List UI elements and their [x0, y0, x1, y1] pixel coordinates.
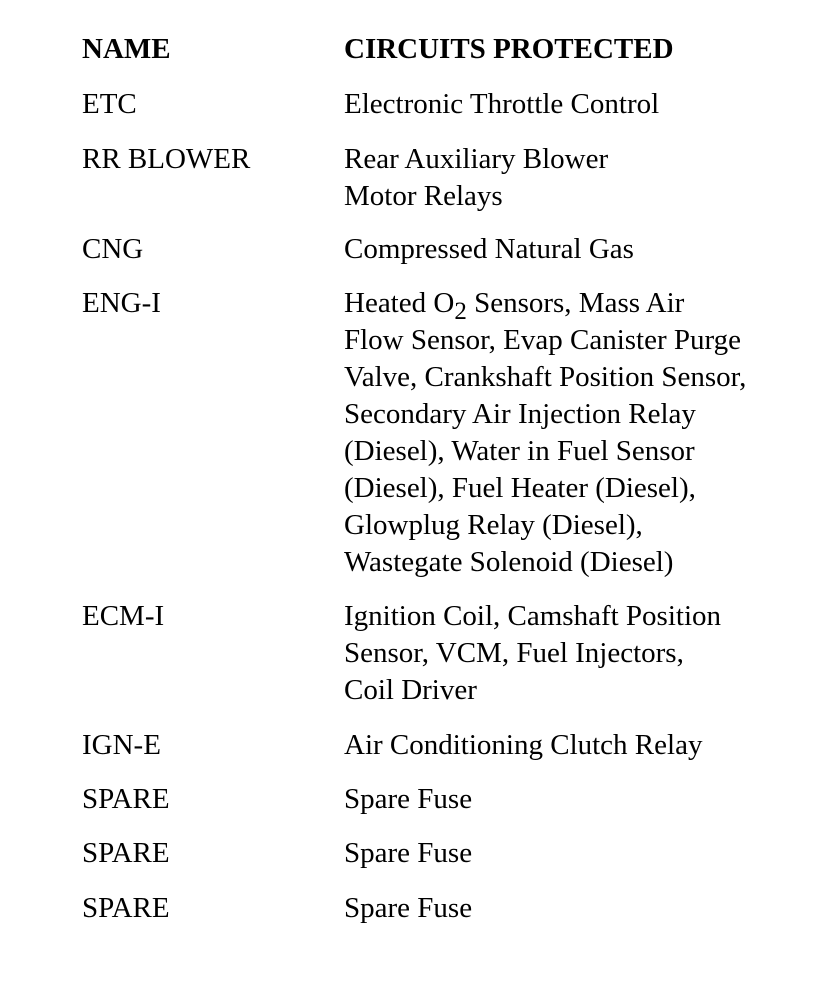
circuits-protected: [344, 231, 634, 268]
fuse-name: ETC: [82, 88, 137, 120]
description-line: Motor Relays: [344, 180, 503, 212]
description-line: Electronic Throttle Control: [344, 88, 660, 120]
description-line: Coil Driver: [344, 674, 477, 706]
fuse-name: SPARE: [82, 783, 170, 815]
header-circuits-protected: CIRCUITS PROTECTED: [344, 33, 674, 65]
circuits-protected: [344, 727, 702, 764]
fuse-name: SPARE: [82, 892, 170, 924]
fuse-name: SPARE: [82, 837, 170, 869]
description-text: Sensors, Mass Air: [466, 287, 685, 319]
description-line: [344, 285, 746, 325]
fuse-name: RR BLOWER: [82, 143, 251, 175]
fuse-name: ENG-I: [82, 287, 161, 319]
circuits-protected: [344, 835, 472, 872]
description-line: Compressed Natural Gas: [344, 233, 634, 265]
fuse-name: CNG: [82, 233, 144, 265]
description-line: Spare Fuse: [344, 892, 473, 924]
description-line: Glowplug Relay (Diesel),: [344, 509, 643, 541]
circuits-protected: [344, 890, 472, 927]
description-line: Spare Fuse: [344, 783, 473, 815]
circuits-protected: [344, 285, 746, 581]
description-line: Ignition Coil, Camshaft Position: [344, 600, 722, 632]
description-line: Sensor, VCM, Fuel Injectors,: [344, 637, 684, 669]
circuits-protected: [344, 598, 721, 709]
description-line: (Diesel), Water in Fuel Sensor: [344, 435, 695, 467]
fuse-name: ECM-I: [82, 600, 165, 632]
description-line: Air Conditioning Clutch Relay: [344, 729, 703, 761]
description-line: Secondary Air Injection Relay: [344, 398, 696, 430]
fuse-name: IGN-E: [82, 729, 161, 761]
description-line: Spare Fuse: [344, 837, 473, 869]
description-text: Heated O: [344, 287, 455, 319]
description-line: Flow Sensor, Evap Canister Purge: [344, 324, 742, 356]
circuits-protected: [344, 141, 608, 215]
circuits-protected: [344, 781, 472, 818]
description-line: Rear Auxiliary Blower: [344, 143, 609, 175]
description-line: Valve, Crankshaft Position Sensor,: [344, 361, 747, 393]
header-name: NAME: [82, 33, 171, 65]
subscript-text: 2: [454, 298, 467, 325]
description-line: Wastegate Solenoid (Diesel): [344, 546, 674, 578]
description-line: (Diesel), Fuel Heater (Diesel),: [344, 472, 696, 504]
circuits-protected: [344, 86, 659, 123]
